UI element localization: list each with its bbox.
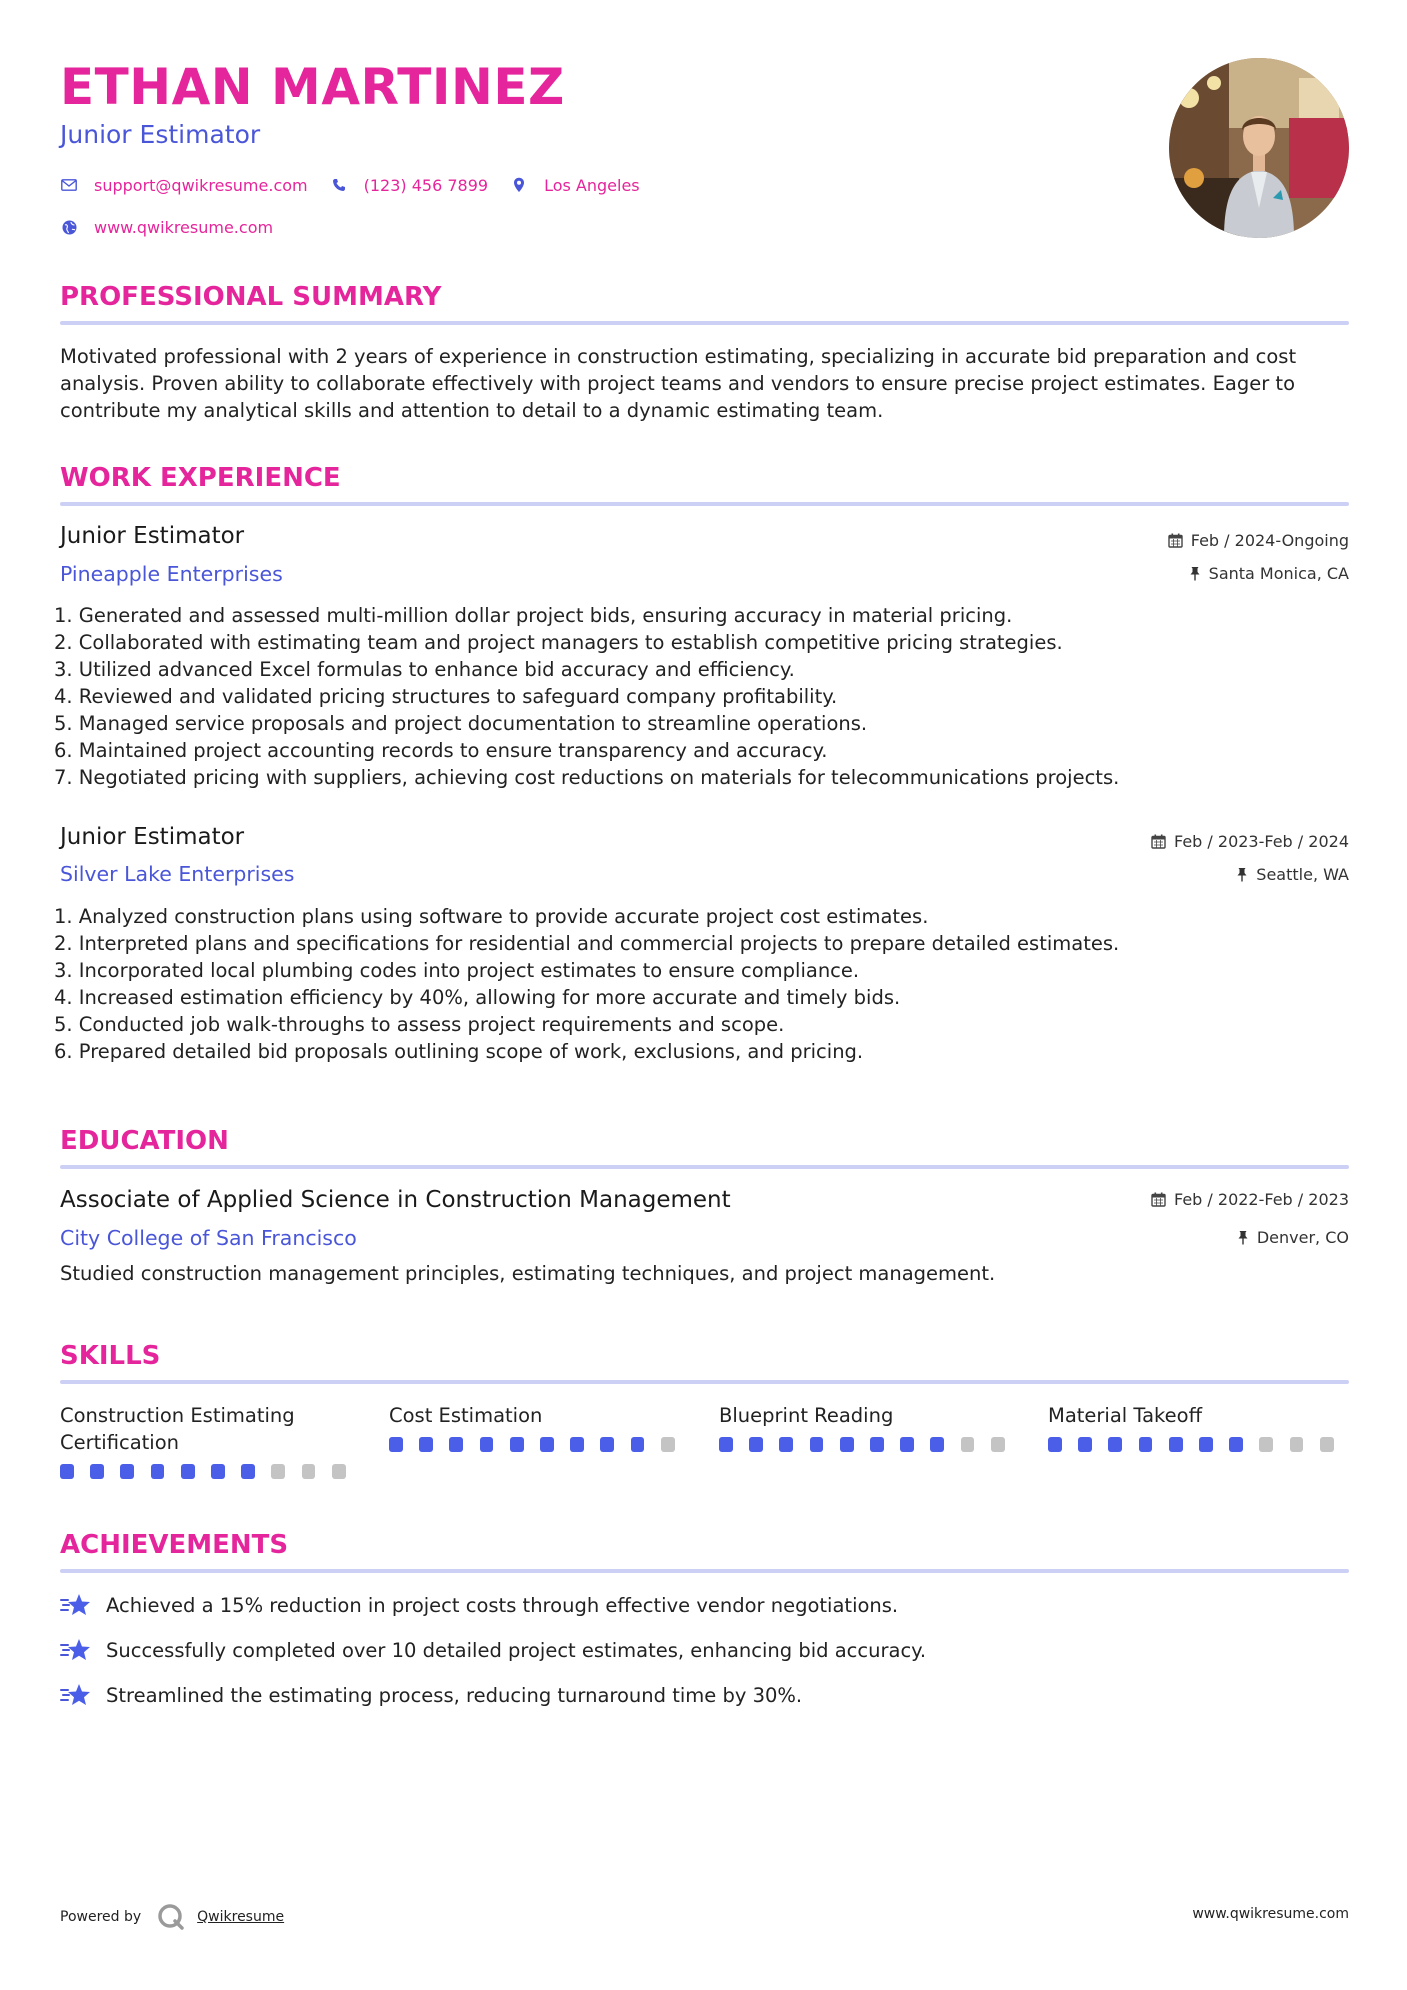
rating-dot-filled (600, 1437, 614, 1452)
rating-dot-filled (840, 1437, 854, 1452)
bullet-item: 4. Increased estimation efficiency by 40%, allowing for more accurate and timely bids. (54, 986, 901, 1009)
profile-photo (1169, 58, 1349, 238)
job-title: Junior Estimator (60, 523, 245, 549)
rating-dot-filled (719, 1437, 733, 1452)
skill-name: Cost Estimation (389, 1404, 543, 1427)
job-dates (1151, 832, 1349, 851)
rating-dot-filled (181, 1464, 195, 1479)
skills-heading: SKILLS (60, 1341, 161, 1371)
rating-dot-empty (1290, 1437, 1304, 1452)
website-text[interactable]: www.qwikresume.com (94, 217, 274, 237)
qwikresume-logo-icon (157, 1903, 185, 1931)
rating-dot-empty (302, 1464, 316, 1479)
bullet-item: 3. Incorporated local plumbing codes into project estimates to ensure compliance. (54, 959, 860, 982)
powered-by-label: Powered by (60, 1909, 142, 1925)
bullet-item: 1. Analyzed construction plans using software to provide accurate project cost estimates. (54, 905, 929, 928)
bullet-item: 2. Interpreted plans and specifications for residential and commercial projects to prepare detailed estimates. (54, 932, 1120, 955)
resume-page (54, 0, 1349, 1990)
bullet-item: 7. Negotiated pricing with suppliers, achieving cost reductions on materials for telecommunications projects. (54, 766, 1120, 789)
achievement-text: Streamlined the estimating process, reducing turnaround time by 30%. (106, 1683, 803, 1707)
education-dates-text: Feb / 2022-Feb / 2023 (1174, 1190, 1349, 1209)
footer-website[interactable]: www.qwikresume.com (1192, 1906, 1349, 1922)
contact-info (60, 173, 662, 257)
calendar-icon (1168, 533, 1183, 548)
education-location-text: Denver, CO (1256, 1228, 1349, 1247)
brand-link[interactable]: Qwikresume (197, 1909, 285, 1925)
rating-dot-filled (449, 1437, 463, 1452)
rating-dot-filled (1048, 1437, 1062, 1452)
envelope-icon (60, 176, 78, 194)
rating-dot-empty (271, 1464, 285, 1479)
achievement-text: Achieved a 15% reduction in project costs through effective vendor negotiations. (106, 1593, 899, 1617)
website-item[interactable] (60, 218, 273, 237)
phone-icon (330, 176, 348, 194)
rating-dot-empty (1259, 1437, 1273, 1452)
education-description: Studied construction management principles, estimating techniques, and project management. (60, 1262, 996, 1285)
skill-rating (719, 1437, 1021, 1452)
email-item[interactable] (60, 176, 308, 195)
achievements-heading: ACHIEVEMENTS (60, 1530, 289, 1560)
skill-rating (1048, 1437, 1350, 1452)
education-location (1237, 1228, 1349, 1247)
skill-rating (389, 1437, 691, 1452)
rating-dot-filled (211, 1464, 225, 1479)
globe-icon (60, 218, 78, 236)
education-dates (1151, 1190, 1349, 1209)
rating-dot-filled (900, 1437, 914, 1452)
rating-dot-filled (60, 1464, 74, 1479)
job-dates-text: Feb / 2023-Feb / 2024 (1174, 832, 1349, 851)
rating-dot-filled (779, 1437, 793, 1452)
job-dates (1168, 531, 1349, 550)
phone-text[interactable]: (123) 456 7899 (363, 175, 489, 195)
footer-branding (60, 1903, 284, 1931)
rating-dot-filled (480, 1437, 494, 1452)
skill-name: Construction Estimating Certification (60, 1404, 295, 1454)
calendar-icon (1151, 834, 1166, 849)
rating-dot-filled (120, 1464, 134, 1479)
rating-dot-filled (1078, 1437, 1092, 1452)
candidate-title: Junior Estimator (60, 120, 261, 149)
bullet-item: 5. Conducted job walk-throughs to assess project requirements and scope. (54, 1013, 785, 1036)
rating-dot-empty (332, 1464, 346, 1479)
company-name: Pineapple Enterprises (60, 562, 283, 586)
job-dates-text: Feb / 2024-Ongoing (1190, 531, 1349, 550)
rating-dot-filled (540, 1437, 554, 1452)
job-location (1236, 865, 1349, 884)
rating-dot-filled (1169, 1437, 1183, 1452)
contact-row-2 (60, 215, 662, 239)
job-location (1189, 564, 1349, 583)
summary-text: Motivated professional with 2 years of experience in construction estimating, specializing in accurate bid preparation and cost analysis. Proven ability to collaborate effectively with project teams and vendors to ensure precise project estimates. Eager to contribute my analytical skills and attention to detail to a dynamic estimating team. (60, 345, 1297, 422)
section-divider (60, 502, 1349, 506)
rating-dot-filled (749, 1437, 763, 1452)
location-item (510, 176, 640, 195)
star-icon (60, 1682, 92, 1708)
company-name: Silver Lake Enterprises (60, 862, 295, 886)
job-location-text: Santa Monica, CA (1208, 564, 1349, 583)
bullet-item: 2. Collaborated with estimating team and project managers to establish competitive pricing strategies. (54, 631, 1063, 654)
pushpin-icon (1236, 867, 1248, 882)
pushpin-icon (1237, 1230, 1249, 1245)
education-heading: EDUCATION (60, 1126, 229, 1156)
rating-dot-empty (661, 1437, 675, 1452)
achievement-item (60, 1592, 898, 1618)
skill-item (389, 1402, 691, 1452)
contact-row-1 (60, 173, 662, 197)
rating-dot-empty (1320, 1437, 1334, 1452)
rating-dot-filled (389, 1437, 403, 1452)
experience-heading: WORK EXPERIENCE (60, 463, 341, 493)
rating-dot-filled (1139, 1437, 1153, 1452)
rating-dot-filled (1199, 1437, 1213, 1452)
rating-dot-filled (930, 1437, 944, 1452)
bullet-item: 4. Reviewed and validated pricing structures to safeguard company profitability. (54, 685, 838, 708)
rating-dot-filled (90, 1464, 104, 1479)
section-divider (60, 1380, 1349, 1384)
job-bullets (54, 903, 1349, 1065)
rating-dot-filled (631, 1437, 645, 1452)
achievement-text: Successfully completed over 10 detailed project estimates, enhancing bid accuracy. (106, 1638, 927, 1662)
rating-dot-filled (1229, 1437, 1243, 1452)
section-divider (60, 1165, 1349, 1169)
achievement-item (60, 1682, 802, 1708)
rating-dot-filled (510, 1437, 524, 1452)
calendar-icon (1151, 1192, 1166, 1207)
pushpin-icon (1189, 566, 1201, 581)
achievement-item (60, 1637, 926, 1663)
bullet-item: 6. Prepared detailed bid proposals outlining scope of work, exclusions, and pricing. (54, 1040, 864, 1063)
rating-dot-filled (151, 1464, 165, 1479)
bullet-item: 6. Maintained project accounting records to ensure transparency and accuracy. (54, 739, 828, 762)
rating-dot-filled (419, 1437, 433, 1452)
job-bullets (54, 602, 1349, 791)
rating-dot-filled (1108, 1437, 1122, 1452)
phone-item[interactable] (330, 176, 488, 195)
bullet-item: 3. Utilized advanced Excel formulas to enhance bid accuracy and efficiency. (54, 658, 795, 681)
rating-dot-filled (870, 1437, 884, 1452)
rating-dot-filled (810, 1437, 824, 1452)
section-divider (60, 1569, 1349, 1573)
bullet-item: 1. Generated and assessed multi-million dollar project bids, ensuring accuracy in material pricing. (54, 604, 1013, 627)
school-name: City College of San Francisco (60, 1226, 357, 1250)
job-title: Junior Estimator (60, 824, 245, 850)
star-icon (60, 1637, 92, 1663)
skill-item (1048, 1402, 1350, 1452)
star-icon (60, 1592, 92, 1618)
skill-name: Material Takeoff (1048, 1404, 1203, 1427)
summary-heading: PROFESSIONAL SUMMARY (60, 282, 442, 312)
skill-item (719, 1402, 1021, 1452)
rating-dot-empty (991, 1437, 1005, 1452)
bullet-item: 5. Managed service proposals and project documentation to streamline operations. (54, 712, 868, 735)
rating-dot-empty (961, 1437, 975, 1452)
skill-rating (60, 1464, 362, 1479)
map-pin-icon (510, 176, 528, 194)
location-text: Los Angeles (544, 175, 640, 195)
job-location-text: Seattle, WA (1256, 865, 1349, 884)
rating-dot-filled (570, 1437, 584, 1452)
skill-item (60, 1402, 362, 1479)
email-text[interactable]: support@qwikresume.com (94, 175, 308, 195)
skill-name: Blueprint Reading (719, 1404, 894, 1427)
section-divider (60, 321, 1349, 325)
degree-title: Associate of Applied Science in Construction Management (60, 1187, 731, 1213)
rating-dot-filled (241, 1464, 255, 1479)
candidate-name: ETHAN MARTINEZ (60, 58, 565, 116)
